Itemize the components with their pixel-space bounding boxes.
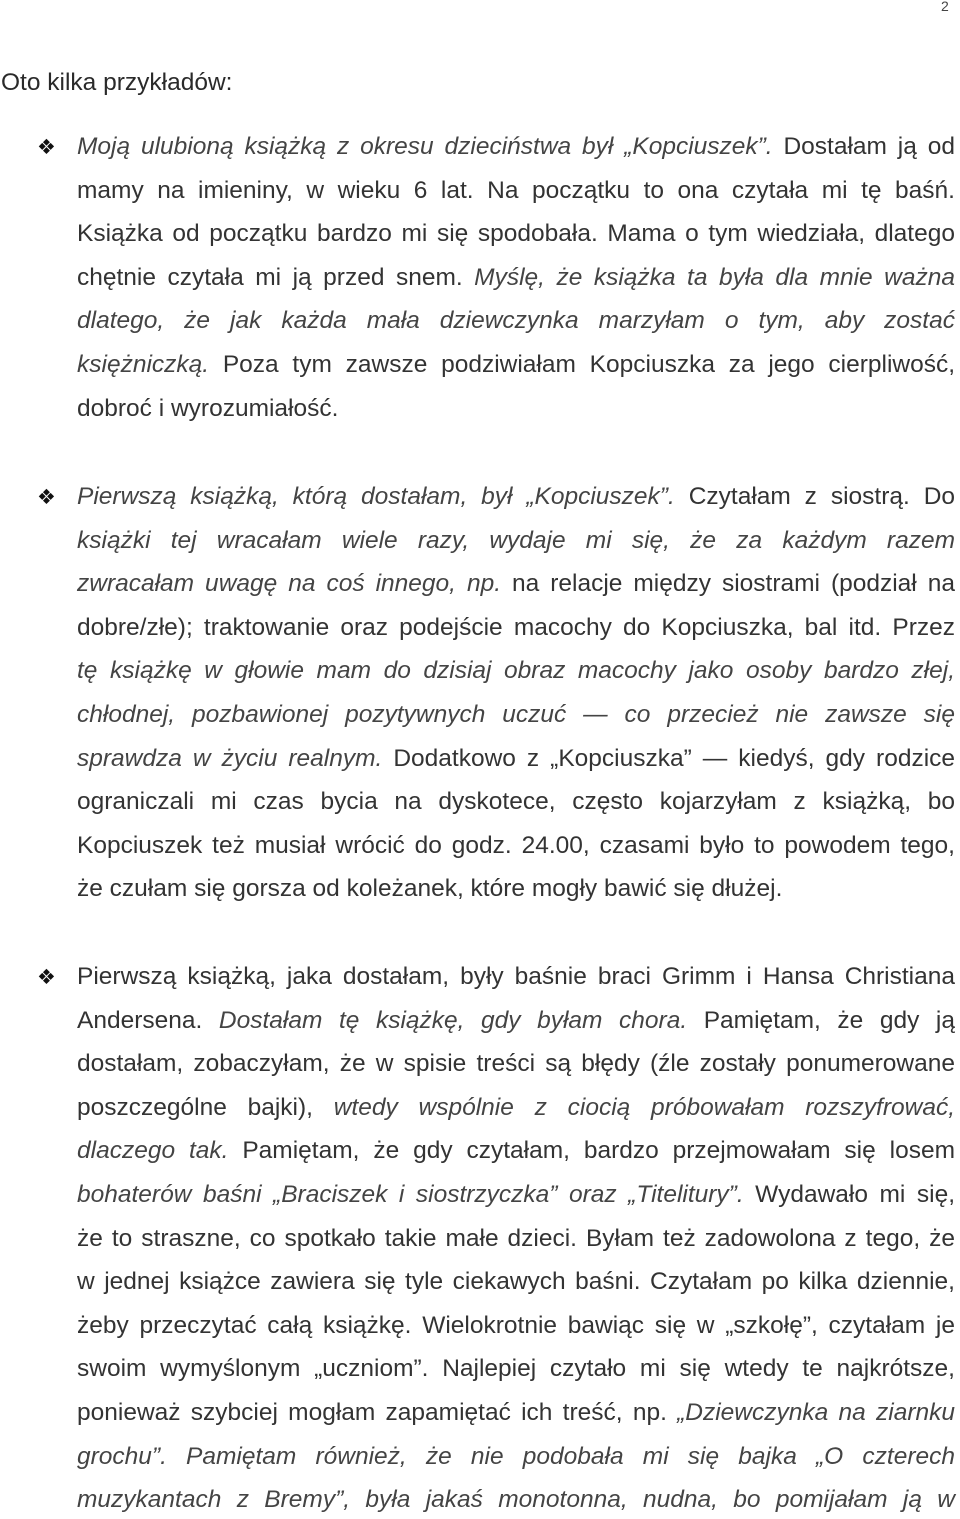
text-segment: chętnie czytała mi ją przed snem. <box>77 263 463 291</box>
text-segment: na relacje między siostrami (podział na <box>511 570 955 598</box>
text-segment: ograniczali mi czas bycia na dyskotece, często kojarzyłam z książką, bo <box>77 788 955 816</box>
text-segment: Dostałam ją od <box>783 133 955 160</box>
text-segment: tę książkę w głowie mam do dzisiaj obraz macochy jako osoby bardzo złej, <box>77 657 955 685</box>
text-line <box>77 347 955 383</box>
text-line <box>77 1351 955 1387</box>
text-line <box>77 479 955 515</box>
text-segment: dostałam, zobaczyłam, że w spisie treści są błędy (źle zostały ponumerowane <box>77 1050 955 1078</box>
text-segment: Pierwszą książką, jaka dostałam, były baśnie braci Grimm i Hansa Christiana <box>77 963 955 990</box>
text-segment: Dodatkowo z „Kopciuszka” — kiedyś, gdy rodzice <box>393 744 956 772</box>
text-segment: dobroć i wyrozumiałość. <box>77 394 339 422</box>
text-line <box>77 959 955 995</box>
text-line <box>77 566 955 602</box>
text-segment: dlatego, że jak każda mała dziewczynka marzyłam o tym, aby zostać <box>77 307 955 335</box>
text-segment: Pamiętam, że gdy ją <box>703 1006 955 1034</box>
text-line <box>77 784 955 820</box>
text-line <box>77 1439 955 1475</box>
text-line <box>77 1395 955 1431</box>
text-segment: Moją ulubioną książką z okresu dzieciństwa był „Kopciuszek”. <box>77 133 773 160</box>
text-line <box>77 523 955 559</box>
text-line <box>77 653 955 689</box>
text-line <box>77 741 955 777</box>
text-line <box>77 129 955 165</box>
text-segment: księżniczką. <box>77 350 210 378</box>
text-segment: „Dziewczynka na ziarnku <box>677 1398 955 1426</box>
text-line <box>77 1003 955 1039</box>
text-segment: Czytałam z siostrą. Do <box>688 483 956 510</box>
text-segment: Poza tym zawsze podziwiałam Kopciuszka za jego cierpliwość, <box>222 350 956 378</box>
text-segment: Kopciuszek też musiał wrócić do godz. 24.00, czasami było to powodem tego, <box>77 831 955 859</box>
text-segment: chłodnej, pozbawionej pozytywnych uczuć — co przecież nie zawsze się <box>77 700 955 728</box>
text-line <box>77 828 955 864</box>
text-line <box>77 391 955 427</box>
text-segment: Książka od początku bardzo mi się spodobała. Mama o tym wiedziała, dlatego <box>77 220 955 248</box>
intro-heading: Oto kilka przykładów: <box>1 69 233 96</box>
example-text <box>77 129 955 427</box>
text-line <box>77 1133 955 1169</box>
page-number: 2 <box>941 0 949 14</box>
text-segment: że to straszne, co spotkało takie małe dzieci. Byłam też zadowolona z tego, że <box>77 1224 955 1252</box>
diamond-bullet-icon <box>37 959 63 995</box>
diamond-bullet-icon <box>37 129 63 165</box>
text-segment: Pamiętam, że gdy czytałam, bardzo przejmowałam się losem <box>242 1137 955 1165</box>
text-line <box>77 1221 955 1257</box>
example-text <box>77 959 955 1518</box>
text-segment: swoim wymyślonym „uczniom”. Najlepiej czytało mi się wtedy te najkrótsze, <box>77 1355 955 1383</box>
example-text <box>77 479 955 907</box>
text-segment: książki tej wracałam wiele razy, wydaje mi się, że za każdym razem <box>77 526 955 554</box>
text-line <box>77 1046 955 1082</box>
text-line <box>77 1177 955 1213</box>
text-segment: dlaczego tak. <box>77 1137 229 1165</box>
text-line <box>77 1264 955 1300</box>
text-segment: ponieważ szybciej mogłam zapamiętać ich treść, np. <box>77 1398 667 1426</box>
diamond-bullet-icon <box>37 479 63 515</box>
text-line <box>77 1482 955 1518</box>
text-segment: dobre/złe); traktowanie oraz podejście macochy do Kopciuszka, bal itd. Przez <box>77 613 955 641</box>
text-line <box>77 610 955 646</box>
text-line <box>77 1308 955 1344</box>
text-line <box>77 216 955 252</box>
text-segment: żeby przeczytać całą książkę. Wielokrotnie bawiąc się w „szkołę”, czytałam je <box>77 1311 955 1339</box>
text-segment: Wydawało mi się, <box>755 1180 955 1208</box>
text-segment: Myślę, że książka ta była dla mnie ważna <box>474 263 955 291</box>
text-line <box>77 1090 955 1126</box>
text-segment: Andersena. <box>77 1006 203 1034</box>
text-segment: muzykantach z Bremy”, była jakaś monotonna, nudna, bo pomijałam ją w <box>77 1486 955 1514</box>
text-segment: grochu”. Pamiętam również, że nie podobała mi się bajka „O czterech <box>77 1442 955 1470</box>
text-segment: sprawdza w życiu realnym. <box>77 744 383 772</box>
text-segment: poszczególne bajki), <box>77 1093 313 1121</box>
text-segment: że czułam się gorsza od koleżanek, które mogły bawić się dłużej. <box>77 875 783 903</box>
text-line <box>77 303 955 339</box>
text-segment: bohaterów baśni „Braciszek i siostrzyczka” oraz „Titelitury”. <box>77 1180 744 1208</box>
text-segment: zwracałam uwagę na coś innego, np. <box>77 570 501 598</box>
text-line <box>77 697 955 733</box>
text-segment: Dostałam tę książkę, gdy byłam chora. <box>218 1006 688 1034</box>
text-segment: mamy na imieniny, w wieku 6 lat. Na początku to ona czytała mi tę baśń. <box>77 176 955 204</box>
text-line <box>77 173 955 209</box>
text-segment: w jednej książce zawiera się tyle ciekawych baśni. Czytałam po kilka dziennie, <box>77 1268 955 1296</box>
text-line <box>77 260 955 296</box>
text-segment: wtedy wspólnie z ciocią próbowałam rozszyfrować, <box>333 1093 956 1121</box>
text-segment: Pierwszą książką, którą dostałam, był „Kopciuszek”. <box>77 483 675 510</box>
text-line <box>77 871 955 907</box>
